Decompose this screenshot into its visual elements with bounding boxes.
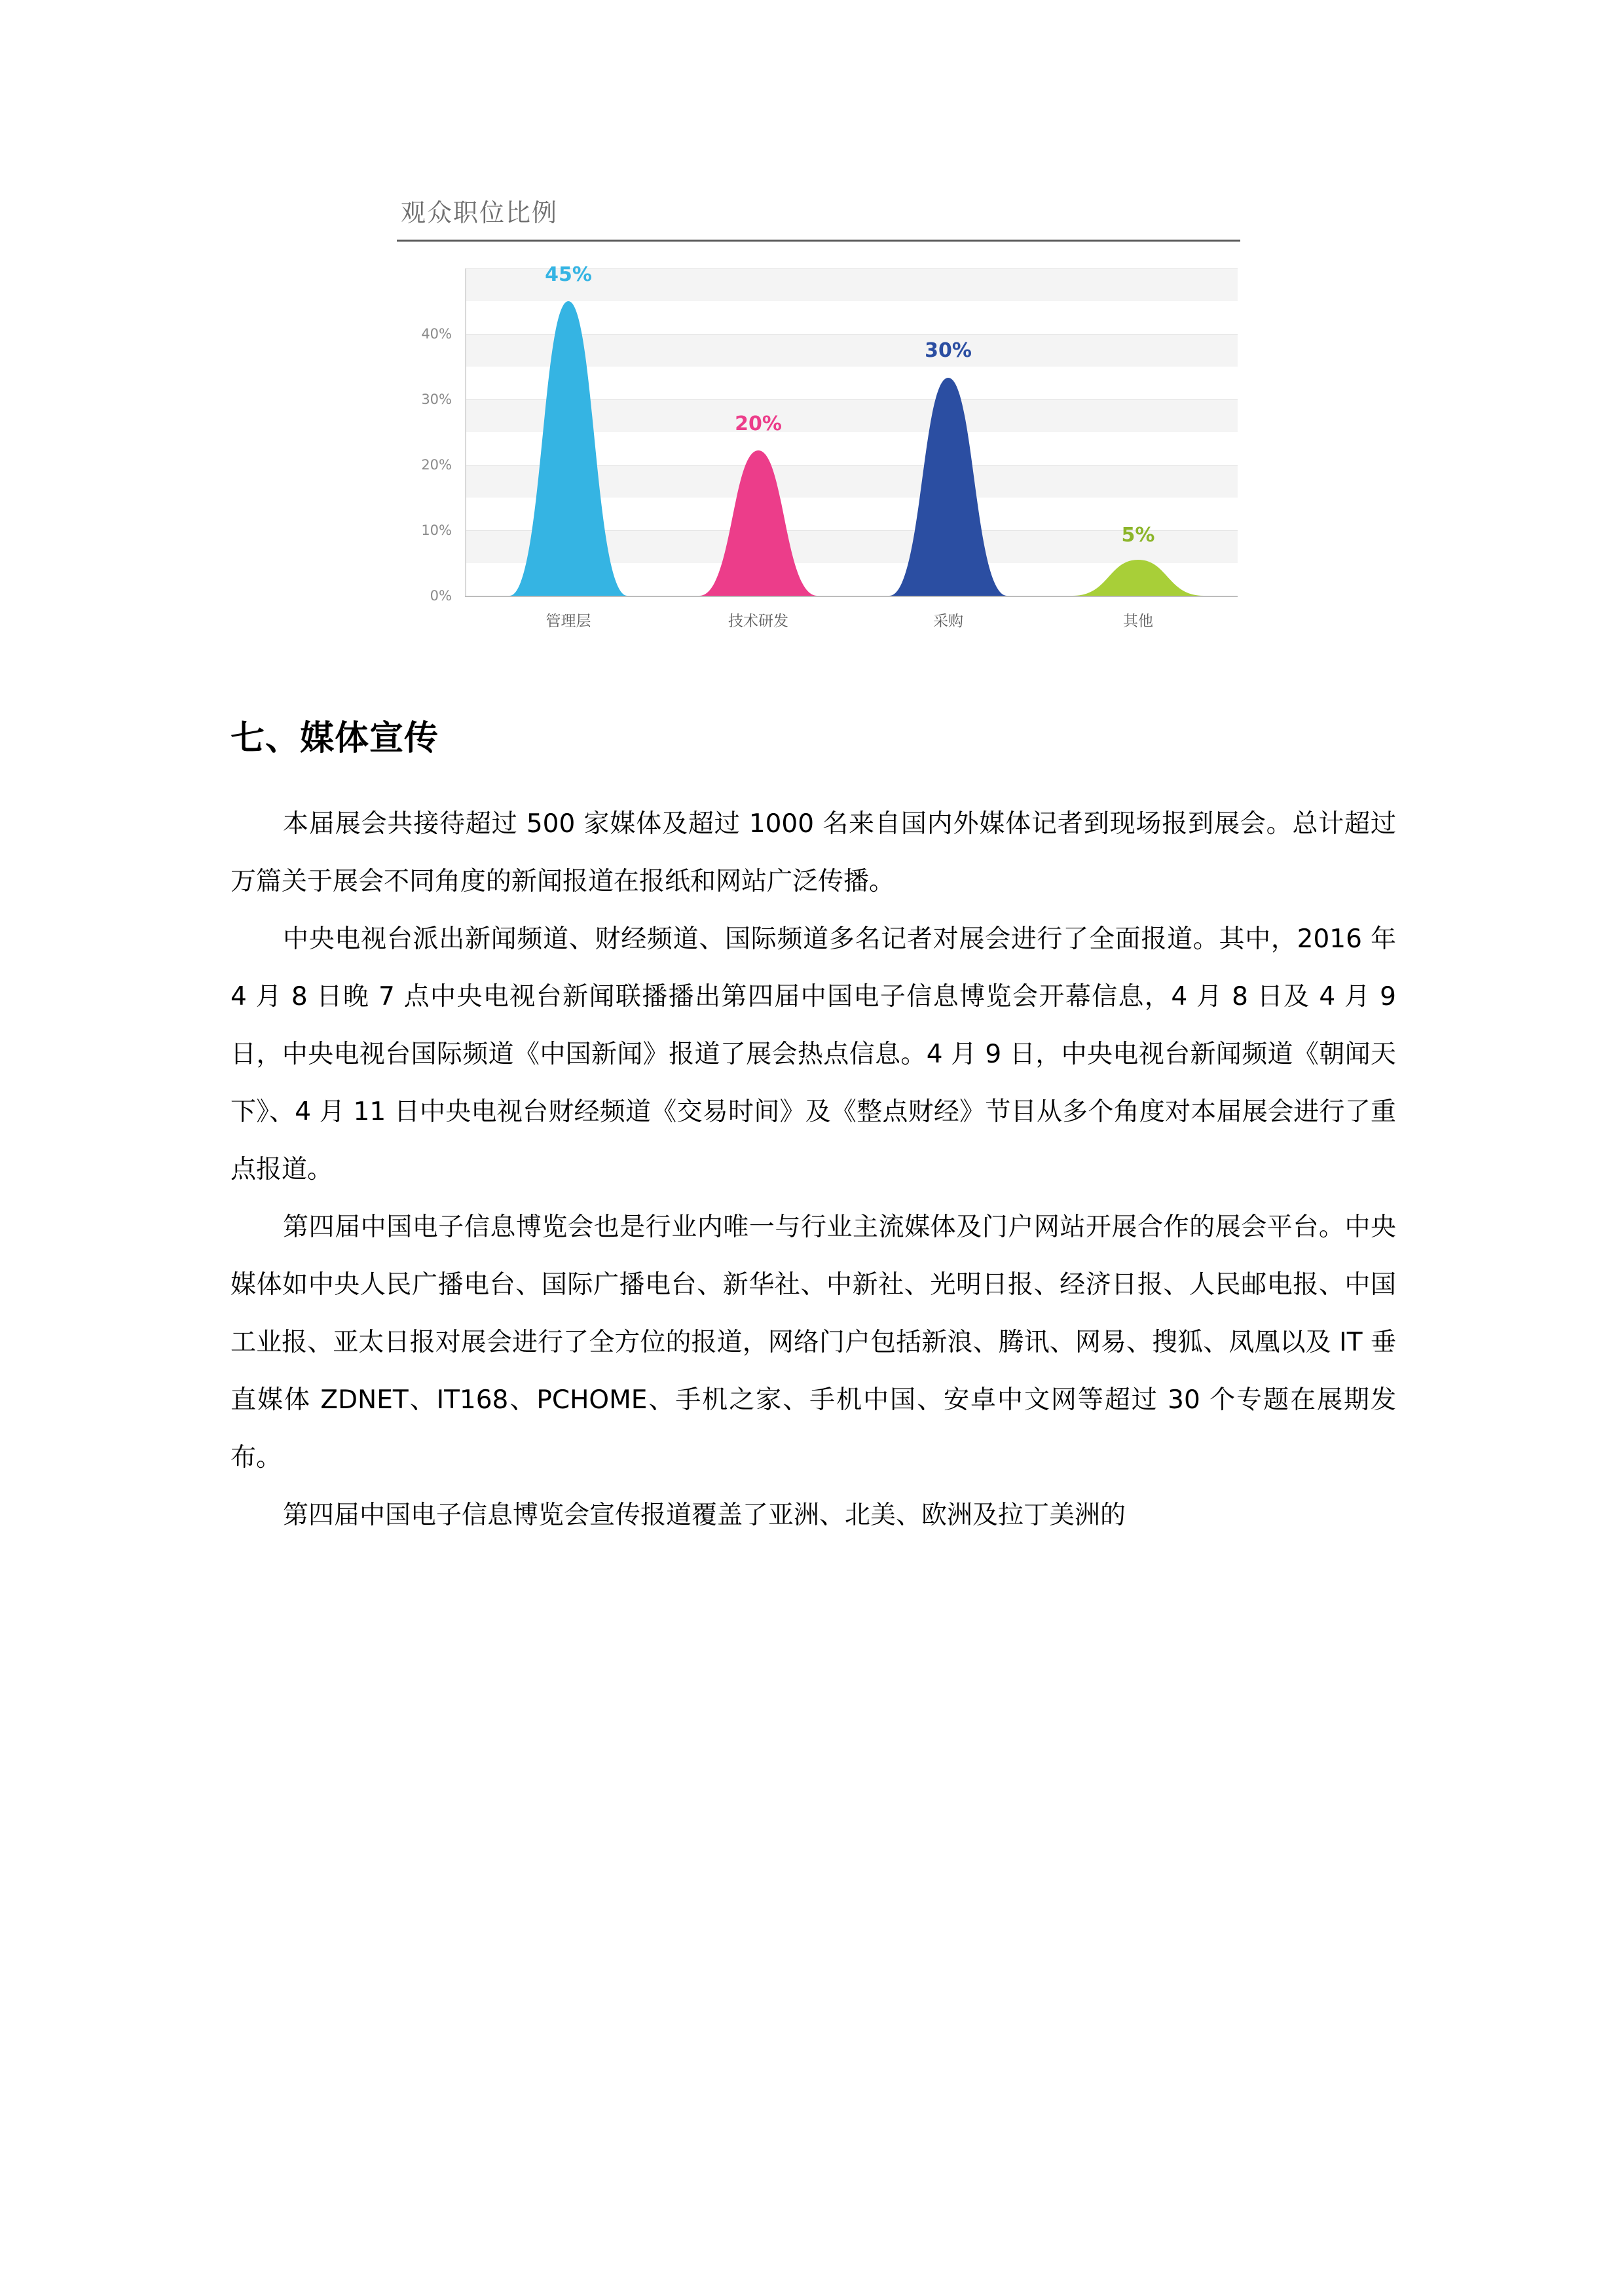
chart-bar-rnd (673, 268, 843, 630)
chart-value-label-other: 5% (1121, 524, 1155, 547)
chart-bar-management (483, 263, 654, 630)
bar-shape-icon (483, 268, 654, 596)
chart-value-label-purchasing: 30% (925, 339, 972, 362)
bar-shape-icon (1053, 268, 1223, 596)
paragraph-1: 本届展会共接待超过 500 家媒体及超过 1000 名来自国内外媒体记者到现场报到展会。总计超过万篇关于展会不同角度的新闻报道在报纸和网站广泛传播。 (231, 809, 1396, 896)
chart-category-label-management: 管理层 (545, 613, 591, 630)
paragraph-4: 第四届中国电子信息博览会宣传报道覆盖了亚洲、北美、欧洲及拉丁美洲的 (283, 1501, 1126, 1530)
chart-value-label-management: 45% (545, 263, 592, 286)
chart-ytick-0: 0% (430, 588, 452, 604)
paragraph-3: 第四届中国电子信息博览会也是行业内唯一与行业主流媒体及门户网站开展合作的展会平台。中央媒体如中央人民广播电台、国际广播电台、新华社、中新社、光明日报、经济日报、人民邮电报、中国工业报、亚太日报对展会进行了全方位的报道，网络门户包括新浪、腾讯、网易、搜狐、凤凰以及 IT 垂直媒体 ZDNET、IT168、PCHOME、手机之家、手机中国、安卓中文网等超过 30 个专题在展期发布。 (231, 1212, 1396, 1472)
chart-ytick-3: 30% (421, 392, 452, 407)
chart-value-label-rnd: 20% (735, 412, 782, 435)
chart-y-axis (465, 268, 466, 596)
body-text (231, 795, 1396, 1544)
chart-bar-purchasing (863, 268, 1033, 630)
paragraph-2: 中央电视台派出新闻频道、财经频道、国际频道多名记者对展会进行了全面报道。其中，2016 年 4 月 8 日晚 7 点中央电视台新闻联播播出第四届中国电子信息博览会开幕信息，4 月 8 日及 4 月 9 日，中央电视台国际频道《中国新闻》报道了展会热点信息。4 月 9 日，中央电视台新闻频道《朝闻天下》、4 月 11 日中央电视台财经频道《交易时间》及《整点财经》节目从多个角度对本届展会进行了重点报道。 (231, 924, 1396, 1184)
chart-figure (373, 177, 1264, 701)
chart-ytick-4: 40% (421, 326, 452, 342)
bar-shape-icon (863, 268, 1033, 596)
page-title: 七、媒体宣传 (231, 719, 439, 758)
chart-x-axis (465, 596, 1238, 597)
chart-category-label-rnd: 技术研发 (728, 613, 788, 630)
chart-title: 观众职位比例 (401, 198, 559, 227)
chart-category-label-other: 其他 (1123, 613, 1153, 630)
chart-plot-area (421, 263, 1238, 630)
chart-title-divider (397, 240, 1240, 242)
chart-ytick-2: 20% (421, 457, 452, 473)
chart-category-label-purchasing: 采购 (933, 613, 963, 630)
chart-bar-other (1053, 268, 1223, 630)
chart-ytick-1: 10% (421, 522, 452, 538)
